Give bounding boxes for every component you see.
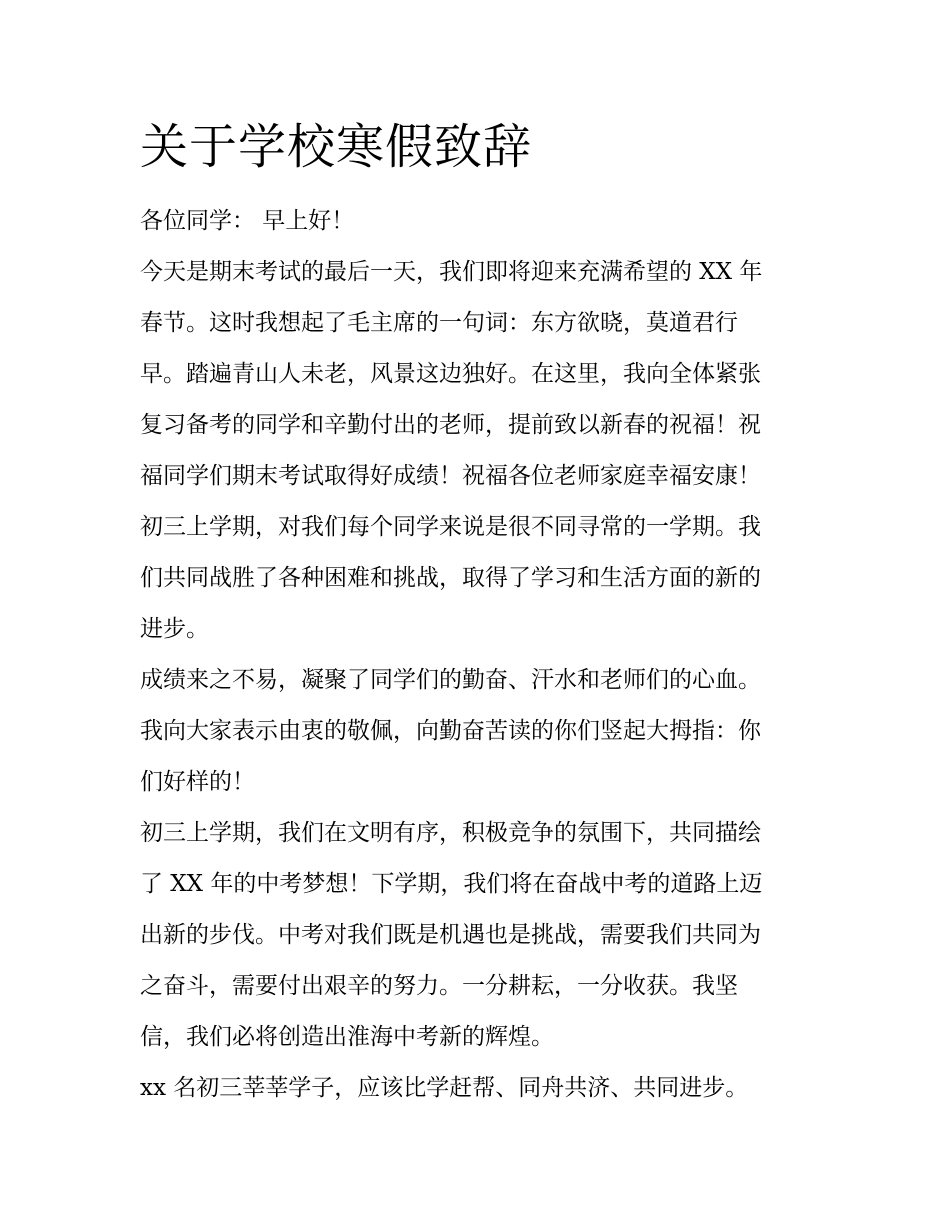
- text-line: 之奋斗，需要付出艰辛的努力。一分耕耘，一分收获。我坚: [140, 973, 738, 999]
- document-title: 关于学校寒假致辞: [140, 119, 533, 175]
- text-line: 我向大家表示由衷的敬佩，向勤奋苦读的你们竖起大拇指：你: [140, 718, 761, 744]
- text-line: 成绩来之不易，凝聚了同学们的勤奋、汗水和老师们的心血。: [140, 667, 761, 693]
- text-line: 们共同战胜了各种困难和挑战，取得了学习和生活方面的新的: [140, 565, 761, 591]
- text-line: 初三上学期，对我们每个同学来说是很不同寻常的一学期。我: [140, 514, 761, 540]
- text-line: 了 XX 年的中考梦想！下学期，我们将在奋战中考的道路上迈: [140, 871, 763, 897]
- text-line: 今天是期末考试的最后一天，我们即将迎来充满希望的 XX 年: [140, 259, 763, 285]
- text-line: 出新的步伐。中考对我们既是机遇也是挑战，需要我们共同为: [140, 922, 761, 948]
- text-line: 早。踏遍青山人未老，风景这边独好。在这里，我向全体紧张: [140, 361, 761, 387]
- text-line: 们好样的！: [140, 769, 255, 795]
- text-line-greeting: 各位同学： 早上好！: [140, 208, 355, 234]
- text-line: 福同学们期末考试取得好成绩！祝福各位老师家庭幸福安康！: [140, 463, 761, 489]
- text-line: 春节。这时我想起了毛主席的一句词：东方欲晓，莫道君行: [140, 310, 738, 336]
- text-line: 信，我们必将创造出淮海中考新的辉煌。: [140, 1024, 554, 1050]
- text-line: xx 名初三莘莘学子，应该比学赶帮、同舟共济、共同进步。: [140, 1075, 749, 1101]
- text-line: 进步。: [140, 616, 209, 642]
- text-line: 复习备考的同学和辛勤付出的老师，提前致以新春的祝福！祝: [140, 412, 761, 438]
- text-line: 初三上学期，我们在文明有序，积极竞争的氛围下，共同描绘: [140, 820, 761, 846]
- document-body: [140, 196, 820, 1114]
